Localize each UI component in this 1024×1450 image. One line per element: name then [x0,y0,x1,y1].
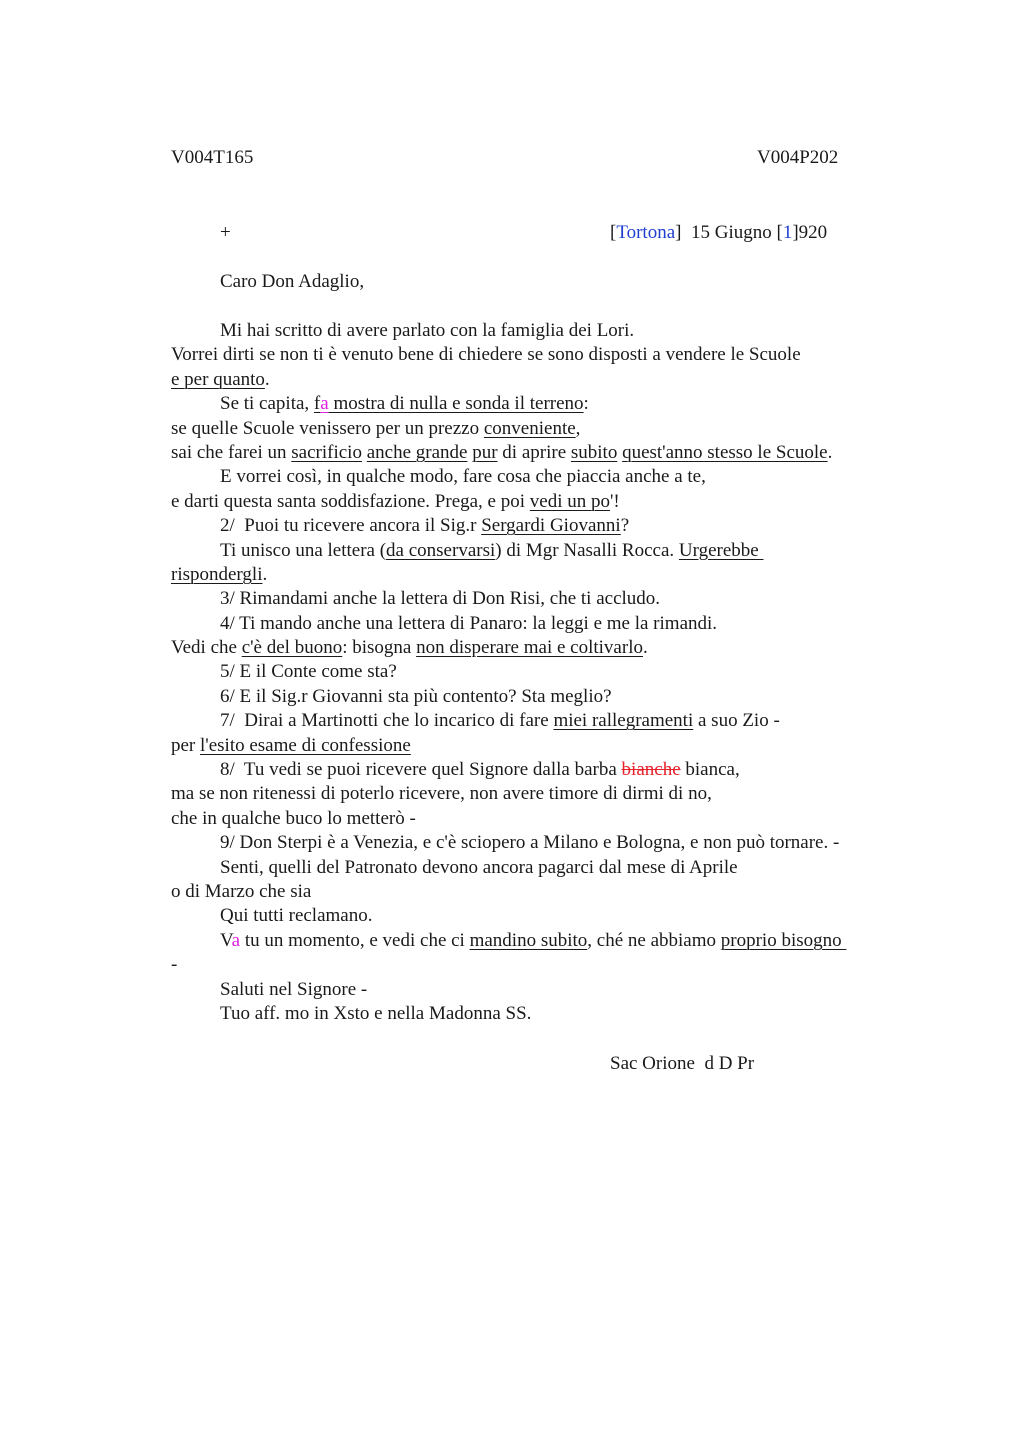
place-name: Tortona [616,222,676,243]
text-line: rispondergli. [171,563,268,585]
text-line: per l'esito esame di confessione [171,734,411,756]
bracket: [ [776,222,783,243]
salutation: Caro Don Adaglio, [220,271,365,292]
text-line: - [171,954,178,976]
text-line: 3/ Rimandami anche la lettera di Don Risi, che ti accludo. [220,588,661,610]
text-line: Qui tutti reclamano. [220,905,373,927]
text-line: E vorrei così, in qualche modo, fare cosa che piaccia anche a te, [220,466,706,488]
text-line: ma se non ritenessi di poterlo ricevere, non avere timore di dirmi di no, [171,783,712,805]
inserted-letter: a [320,393,329,415]
inserted-letter: a [231,929,241,951]
year-rest: ]920 [792,222,828,243]
year-digit: 1 [782,222,793,243]
text-line: se quelle Scuole venissero per un prezzo conveniente, [171,417,581,439]
text-line: 2/ Puoi tu ricevere ancora il Sig.r Sergardi Giovanni? [220,515,630,537]
closing-line: Tuo aff. mo in Xsto e nella Madonna SS. [220,1002,532,1024]
document-code-left: V004T165 [171,147,254,168]
signature: Sac Orione d D Pr [610,1053,755,1074]
text-line: 6/ E il Sig.r Giovanni sta più contento? Sta meglio? [220,685,612,707]
text-line: che in qualche buco lo metterò - [171,807,416,829]
bracket: ] [675,222,682,243]
text-line: Vedi che c'è del buono: bisogna non disperare mai e coltivarlo. [171,637,648,659]
letter-body [171,319,911,1026]
cross-symbol: + [220,222,231,243]
text-line: o di Marzo che sia [171,880,312,902]
text-line: 9/ Don Sterpi è a Venezia, e c'è sciopero a Milano e Bologna, e non può tornare. - [220,832,840,854]
text-line: e per quanto. [171,368,270,390]
text-line: 7/ Dirai a Martinotti che lo incarico di fare miei rallegramenti a suo Zio - [220,710,780,732]
text-line: Va tu un momento, e vedi che ci mandino subito, ché ne abbiamo proprio bisogno [220,929,847,951]
text-line: Se ti capita, fa mostra di nulla e sonda il terreno: [220,393,589,415]
date-text: 15 Giugno [681,222,777,243]
text-line: Vorrei dirti se non ti è venuto bene di chiedere se sono disposti a vendere le Scuole [171,344,801,366]
text-line: 5/ E il Conte come sta? [220,661,397,683]
document-code-right: V004P202 [757,147,839,168]
text-line: Mi hai scritto di avere parlato con la famiglia dei Lori. [220,320,635,341]
text-line: 4/ Ti mando anche una lettera di Panaro: la leggi e me la rimandi. [220,612,718,634]
text-line: sai che farei un sacrificio anche grande pur di aprire subito quest'anno stesso le Scuole. [171,441,833,463]
text-line: 8/ Tu vedi se puoi ricevere quel Signore dalla barba bianche bianca, [220,759,740,781]
struck-word: bianche [621,759,681,781]
bracket: [ [610,222,617,243]
text-line: Ti unisco una lettera (da conservarsi) di Mgr Nasalli Rocca. Urgerebbe [220,539,764,561]
text-line: Senti, quelli del Patronato devono ancora pagarci dal mese di Aprile [220,856,738,878]
closing-line: Saluti nel Signore - [220,978,368,1000]
letter-date [610,222,827,244]
text-line: e darti questa santa soddisfazione. Prega, e poi vedi un po'! [171,490,620,512]
